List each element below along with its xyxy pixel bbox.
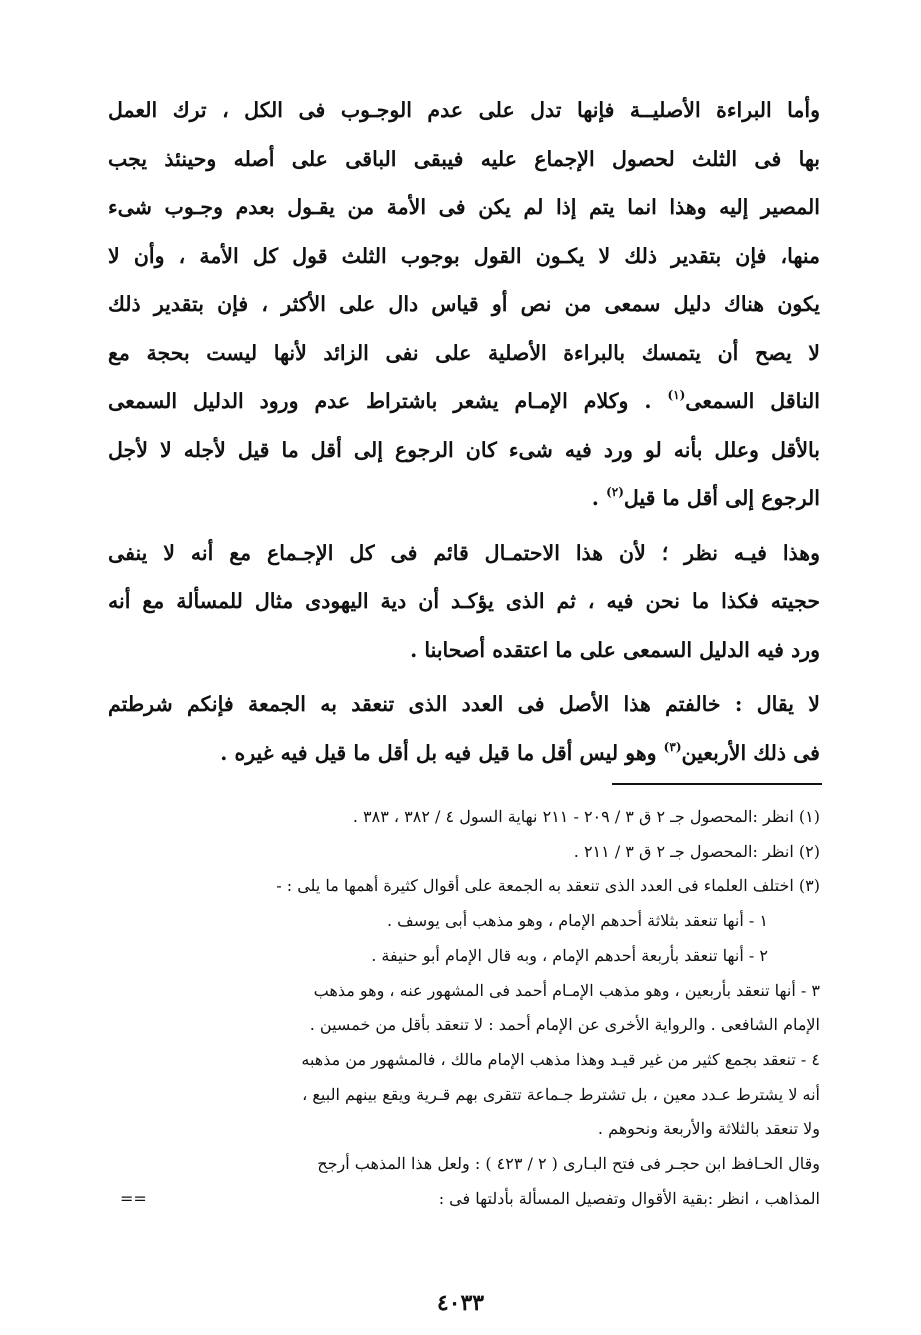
footnote-line: أنه لا يشترط عـدد معين ، بل تشترط جـماعة تتقرى بهم قـرية ويقع بينهم البيع ، bbox=[302, 1084, 820, 1104]
footnote-separator bbox=[612, 783, 822, 785]
text-line: حجيته فكذا ما نحن فيه ، ثم الذى يؤكـد أن دية اليهودى مثال للمسألة مع أنه bbox=[108, 589, 820, 613]
text-line bbox=[108, 729, 820, 778]
text-line bbox=[108, 474, 820, 523]
text-line: بالأقل وعلل بأنه لو ورد فيه شىء كان الرجوع إلى أقل ما قيل لأجله لا لأجل bbox=[108, 437, 820, 462]
text-line: بها فى الثلث لحصول الإجماع عليه فيبقى الباقى على أصله وحينئذ يجب bbox=[108, 146, 820, 171]
paragraph-2 bbox=[108, 529, 820, 675]
continuation-mark: == bbox=[120, 1188, 147, 1208]
text-segment: . bbox=[591, 486, 607, 510]
footnote-ref-1: (١) bbox=[667, 388, 686, 402]
text-segment: : خالفتم هذا الأصل فى العدد الذى تنعقد به الجمعة فإنكم شرطتم bbox=[108, 692, 757, 716]
footnote-ref-2: (٢) bbox=[606, 485, 624, 499]
text-line: وهذا فيـه نظر ؛ لأن هذا الاحتمـال قائم فى كل الإجـماع مع أنه لا ينفى bbox=[108, 540, 820, 565]
text-line: يكون هناك دليل سمعى من نص أو قياس دال على الأكثر ، فإن بتقدير ذلك bbox=[108, 292, 820, 316]
footnotes bbox=[108, 800, 820, 1216]
text-line bbox=[108, 680, 820, 729]
text-segment: فى ذلك الأربعين bbox=[681, 740, 820, 765]
footnote-ref-3: (٣) bbox=[663, 739, 682, 754]
text-line bbox=[108, 377, 820, 426]
page-number: ٤٠٣٣ bbox=[436, 1290, 485, 1316]
text-segment: الناقل السمعى bbox=[685, 389, 820, 413]
footnote-line: ٢ - أنها تنعقد بأربعة أحدهم الإمام ، وبه قال الإمام أبو حنيفة . bbox=[371, 945, 768, 965]
text-line: المصير إليه وهذا انما يتم إذا لم يكن فى الأمة من يقـول بعدم وجـوب شىء bbox=[108, 195, 820, 219]
footnote-line: ولا تنعقد بالثلاثة والأربعة ونحوهم . bbox=[597, 1119, 820, 1139]
footnote-line: الإمام الشافعى . والرواية الأخرى عن الإمام أحمد : لا تنعقد بأقل من خمسين . bbox=[309, 1015, 820, 1035]
text-segment: الرجوع إلى أقل ما قيل bbox=[623, 486, 820, 510]
main-text bbox=[108, 86, 820, 777]
footnote-line: ٣ - أنها تنعقد بأربعين ، وهو مذهب الإمـام أحمد فى المشهور عنه ، وهو مذهب bbox=[313, 980, 820, 1000]
footnote-line: (٣) اختلف العلماء فى العدد الذى تنعقد به الجمعة على أقوال كثيرة أهمها ما يلى : - bbox=[276, 876, 820, 896]
text-line: وأما البراءة الأصليــة فإنها تدل على عدم الوجـوب فى الكل ، ترك العمل bbox=[108, 98, 820, 122]
paragraph-3 bbox=[108, 680, 820, 777]
text-segment: المذاهب ، انظر :بقية الأقوال وتفصيل المسألة بأدلتها فى : bbox=[438, 1188, 820, 1208]
text-line: ورد فيه الدليل السمعى على ما اعتقده أصحابنا . bbox=[410, 637, 820, 662]
text-line: منها، فإن بتقدير ذلك لا يكـون القول بوجوب الثلث قول كل الأمة ، وأن لا bbox=[108, 243, 820, 268]
lead-phrase: لا يقال bbox=[756, 692, 820, 716]
footnote-line: (٢) انظر :المحصول جـ ٢ ق ٣ / ٢١١ . bbox=[573, 841, 820, 861]
footnote-line bbox=[108, 1182, 820, 1217]
footnote-line: (١) انظر :المحصول جـ ٢ ق ٣ / ٢٠٩ - ٢١١ نهاية السول ٤ / ٣٨٢ ، ٣٨٣ . bbox=[352, 807, 820, 826]
footnote-line: ١ - أنها تنعقد بثلاثة أحدهم الإمام ، وهو مذهب أبى يوسف . bbox=[387, 911, 768, 931]
text-segment: . وكلام الإمـام يشعر باشتراط عدم ورود الدليل السمعى bbox=[108, 389, 668, 413]
footnote-line: وقال الحـافظ ابن حجـر فى فتح البـارى ( ٢ / ٤٢٣ ) : ولعل هذا المذهب أرجح bbox=[317, 1154, 820, 1174]
text-segment: وهو ليس أقل ما قيل فيه بل أقل ما قيل فيه غيره . bbox=[220, 740, 664, 765]
text-line: لا يصح أن يتمسك بالبراءة الأصلية على نفى الزائد لأنها ليست بحجة مع bbox=[108, 340, 820, 365]
footnote-line: ٤ - تنعقد بجمع كثير من غير قيـد وهذا مذهب الإمام مالك ، فالمشهور من مذهبه bbox=[301, 1049, 820, 1069]
paragraph-1 bbox=[108, 86, 820, 523]
